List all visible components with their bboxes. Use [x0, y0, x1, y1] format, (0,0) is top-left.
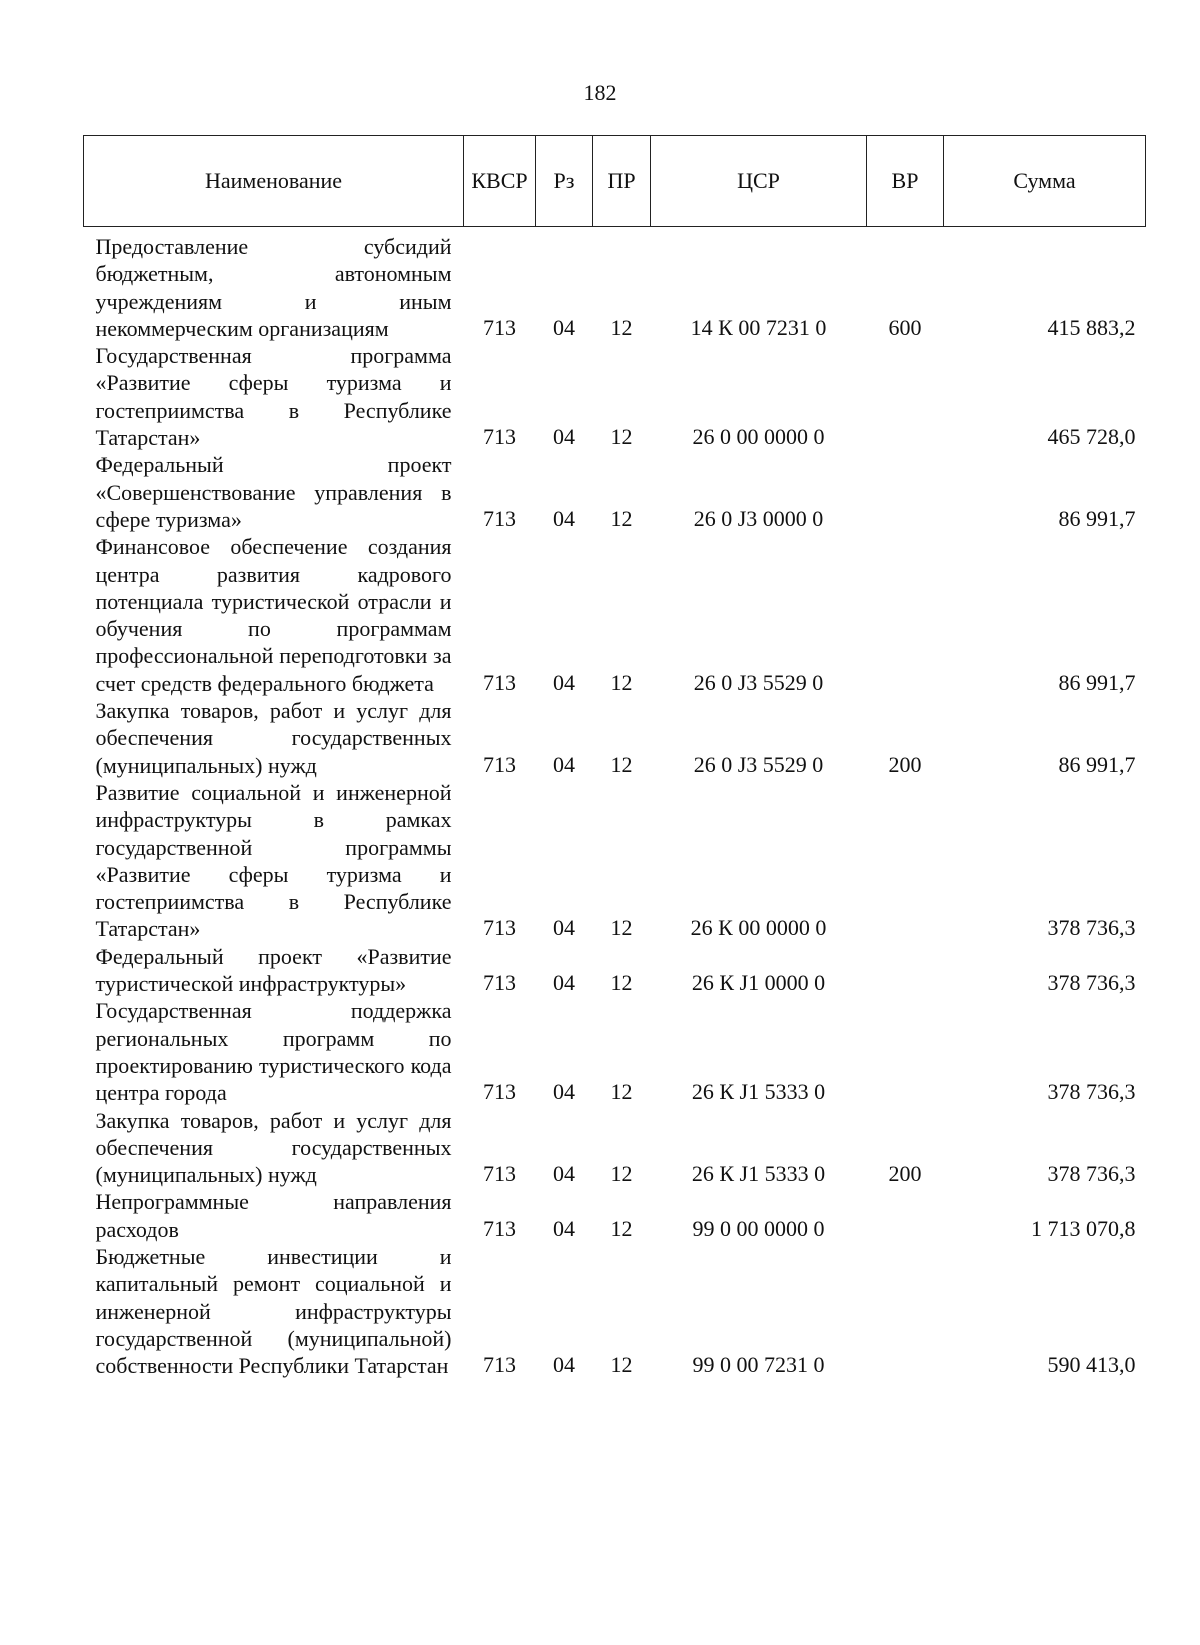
cell-pr: 12 — [610, 505, 633, 531]
cell-kvsr: 713 — [483, 424, 516, 450]
cell-sum: 86 991,7 — [1058, 669, 1136, 695]
cell-pr: 12 — [610, 1352, 633, 1378]
cell-sum: 378 736,3 — [1047, 970, 1136, 996]
budget-table — [83, 135, 1146, 1379]
cell-rz: 04 — [553, 1161, 575, 1187]
cell-pr: 12 — [610, 669, 633, 695]
cell-kvsr: 713 — [483, 970, 516, 996]
cell-vr — [867, 342, 944, 451]
cell-name: Закупка товаров, работ и услуг для обеспечения государственных (муниципальных) нужд — [95, 1107, 452, 1188]
header-name: Наименование — [84, 136, 464, 227]
cell-csr: 99 0 00 7231 0 — [692, 1352, 825, 1378]
cell-vr — [867, 943, 944, 998]
cell-name: Закупка товаров, работ и услуг для обеспечения государственных (муниципальных) нужд — [95, 698, 452, 778]
cell-kvsr: 713 — [483, 1161, 516, 1187]
table-row — [84, 1188, 1146, 1243]
cell-sum: 378 736,3 — [1047, 915, 1136, 941]
header-kvsr: КВСР — [464, 136, 536, 227]
table-row — [84, 227, 1146, 343]
cell-vr — [867, 779, 944, 943]
cell-csr: 26 0 J3 5529 0 — [693, 751, 824, 777]
cell-kvsr: 713 — [483, 1215, 516, 1241]
cell-kvsr: 713 — [483, 1079, 516, 1105]
cell-vr — [867, 533, 944, 697]
cell-rz: 04 — [553, 751, 575, 777]
cell-csr: 14 К 00 7231 0 — [690, 314, 827, 340]
cell-pr: 12 — [610, 970, 633, 996]
cell-rz: 04 — [553, 1352, 575, 1378]
cell-rz: 04 — [553, 1215, 575, 1241]
cell-sum: 86 991,7 — [1058, 751, 1136, 777]
cell-pr: 12 — [610, 915, 633, 941]
cell-vr — [867, 997, 944, 1106]
cell-vr: 200 — [888, 1161, 922, 1187]
cell-vr — [867, 1243, 944, 1379]
cell-name: Непрограммные направления расходов — [95, 1189, 452, 1242]
table-row — [84, 451, 1146, 533]
cell-pr: 12 — [610, 424, 633, 450]
cell-vr — [867, 1188, 944, 1243]
cell-vr — [867, 451, 944, 533]
cell-kvsr: 713 — [483, 505, 516, 531]
table-row — [84, 1107, 1146, 1189]
table-row — [84, 779, 1146, 943]
cell-pr: 12 — [610, 751, 633, 777]
budget-table-container — [83, 135, 1145, 1379]
cell-name: Федеральный проект «Развитие туристической инфраструктуры» — [95, 943, 452, 997]
cell-rz: 04 — [553, 915, 575, 941]
header-row — [84, 136, 1146, 227]
table-row — [84, 342, 1146, 451]
cell-pr: 12 — [610, 1215, 633, 1241]
table-header — [84, 136, 1146, 227]
cell-rz: 04 — [553, 669, 575, 695]
header-sum: Сумма — [944, 136, 1146, 227]
cell-name: Государственная поддержка региональных программ по проектированию туристического кода центра города — [95, 998, 452, 1106]
cell-kvsr: 713 — [483, 314, 516, 340]
cell-sum: 590 413,0 — [1047, 1352, 1136, 1378]
cell-csr: 26 К 00 0000 0 — [690, 915, 827, 941]
cell-kvsr: 713 — [483, 669, 516, 695]
cell-csr: 26 К J1 5333 0 — [691, 1079, 826, 1105]
cell-kvsr: 713 — [483, 751, 516, 777]
cell-rz: 04 — [553, 424, 575, 450]
header-pr: ПР — [593, 136, 651, 227]
cell-name: Предоставление субсидий бюджетным, автономным учреждениям и иным некоммерческим организациям — [95, 234, 452, 341]
cell-csr: 26 0 J3 0000 0 — [693, 505, 824, 531]
cell-name: Финансовое обеспечение создания центра развития кадрового потенциала туристической отрасли и обучения по программам профессиональной переподготовки за счет средств федерального бюджета — [95, 534, 452, 696]
cell-csr: 26 0 00 0000 0 — [692, 424, 825, 450]
header-vr: ВР — [867, 136, 944, 227]
cell-sum: 1 713 070,8 — [1031, 1215, 1136, 1241]
table-row — [84, 943, 1146, 998]
page-number: 182 — [583, 80, 617, 105]
cell-vr: 600 — [888, 314, 922, 340]
cell-name: Бюджетные инвестиции и капитальный ремонт социальной и инженерной инфраструктуры государственной (муниципальной) собственности Республики Татарстан — [95, 1243, 452, 1379]
header-rz: Рз — [536, 136, 593, 227]
cell-csr: 99 0 00 0000 0 — [692, 1215, 825, 1241]
header-csr: ЦСР — [651, 136, 867, 227]
table-row — [84, 1243, 1146, 1379]
cell-pr: 12 — [610, 314, 633, 340]
table-row — [84, 533, 1146, 697]
cell-csr: 26 К J1 5333 0 — [691, 1161, 826, 1187]
cell-sum: 378 736,3 — [1047, 1079, 1136, 1105]
cell-rz: 04 — [553, 505, 575, 531]
cell-sum: 86 991,7 — [1058, 505, 1136, 531]
cell-name: Развитие социальной и инженерной инфраструктуры в рамках государственной программы «Развитие сферы туризма и гостеприимства в Республике Татарстан» — [95, 779, 452, 942]
cell-rz: 04 — [553, 314, 575, 340]
cell-sum: 378 736,3 — [1047, 1161, 1136, 1187]
cell-sum: 415 883,2 — [1047, 314, 1136, 340]
cell-name: Федеральный проект «Совершенствование управления в сфере туризма» — [95, 452, 452, 532]
cell-pr: 12 — [610, 1079, 633, 1105]
table-body — [84, 227, 1146, 1380]
cell-rz: 04 — [553, 970, 575, 996]
table-row — [84, 697, 1146, 779]
cell-kvsr: 713 — [483, 915, 516, 941]
cell-kvsr: 713 — [483, 1352, 516, 1378]
cell-pr: 12 — [610, 1161, 633, 1187]
cell-vr: 200 — [888, 751, 922, 777]
cell-rz: 04 — [553, 1079, 575, 1105]
cell-csr: 26 К J1 0000 0 — [691, 970, 826, 996]
cell-name: Государственная программа «Развитие сферы туризма и гостеприимства в Республике Татарстан» — [95, 343, 452, 451]
table-row — [84, 997, 1146, 1106]
cell-sum: 465 728,0 — [1047, 424, 1136, 450]
cell-csr: 26 0 J3 5529 0 — [693, 669, 824, 695]
